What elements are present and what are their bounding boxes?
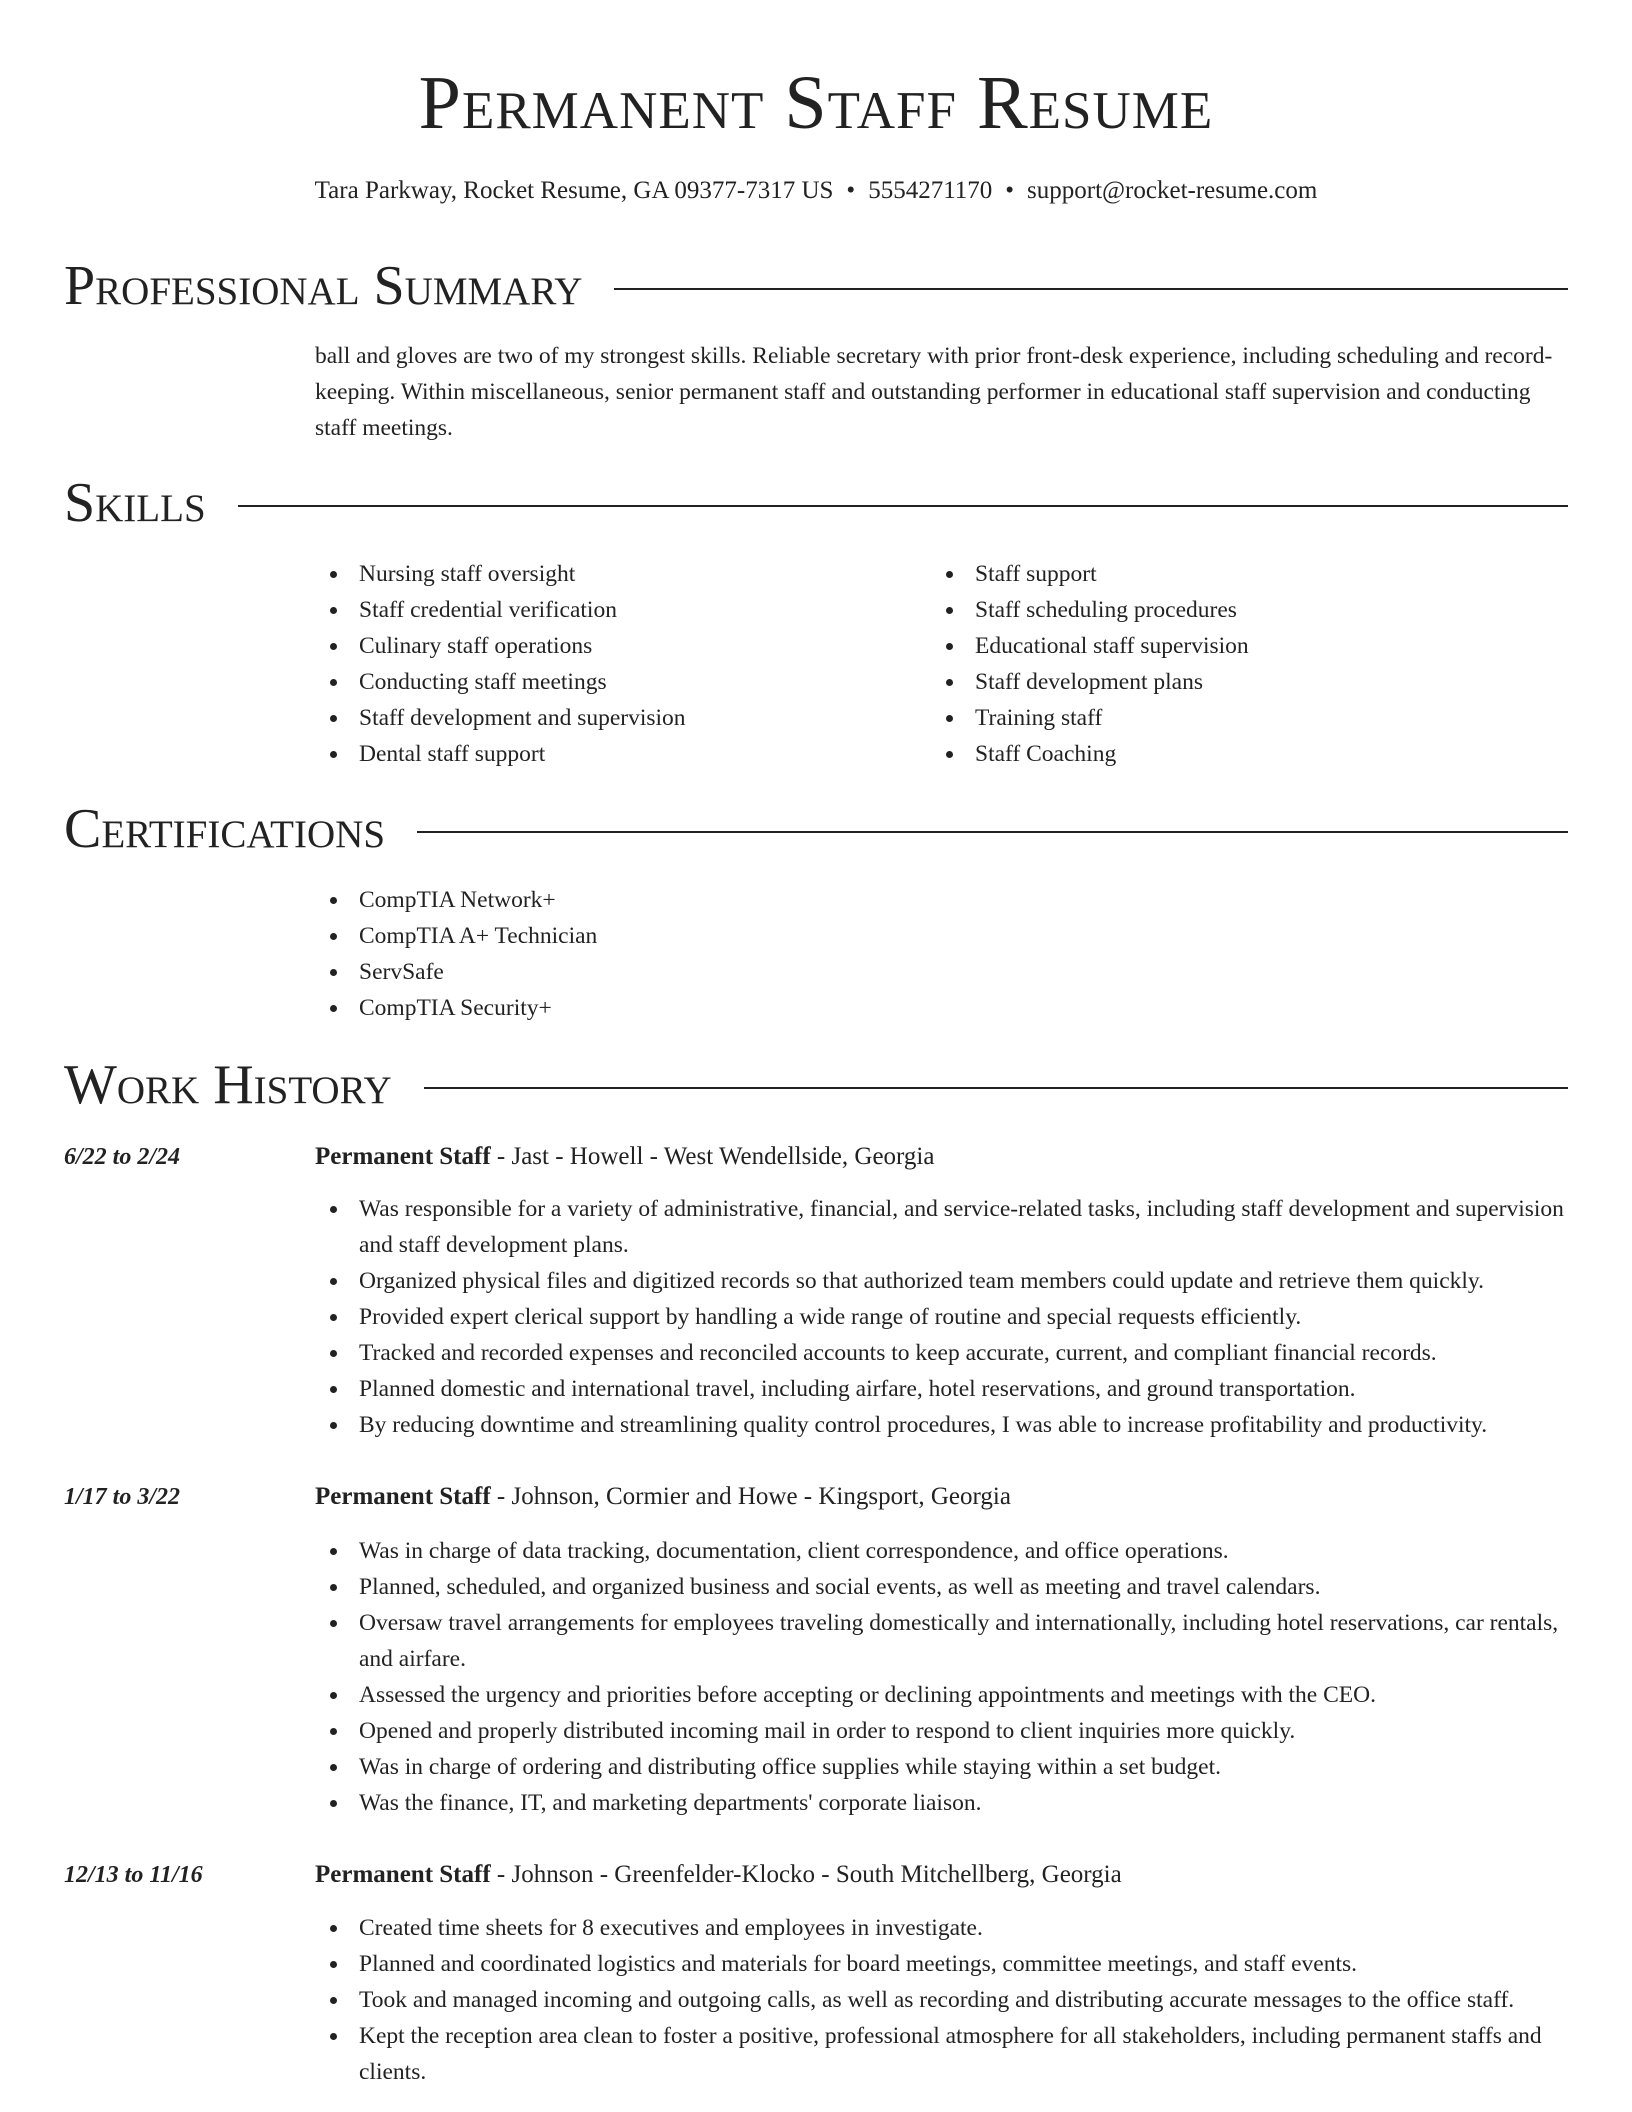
resume-title: Permanent Staff Resume — [418, 61, 1214, 145]
summary-section-header — [64, 254, 1568, 318]
section-divider — [238, 505, 1568, 507]
responsibility-item: Planned domestic and international travel, including airfare, hotel reservations, and ground transportation. — [315, 1371, 1577, 1407]
job-title-line — [315, 1139, 934, 1175]
contact-separator: • — [1005, 177, 1015, 204]
responsibility-item: Took and managed incoming and outgoing calls, as well as recording and distributing accurate messages to the office staff. — [315, 1982, 1577, 2018]
responsibility-item: Assessed the urgency and priorities before accepting or declining appointments and meetings with the CEO. — [315, 1677, 1577, 1713]
skill-item: Nursing staff oversight — [315, 556, 686, 592]
contact-email: support@rocket-resume.com — [1027, 177, 1318, 204]
skills-heading: Skills — [64, 472, 206, 534]
summary-text: ball and gloves are two of my strongest skills. Reliable secretary with prior front-desk experience, including scheduling and record-keeping. Within miscellaneous, senior permanent staff and outstanding performer in educational staff supervision and conducting staff meetings. — [315, 343, 1553, 441]
responsibility-item: Tracked and recorded expenses and reconciled accounts to keep accurate, current, and compliant financial records. — [315, 1335, 1577, 1371]
contact-address: Tara Parkway, Rocket Resume, GA 09377-7317 US — [314, 177, 834, 204]
summary-heading: Professional Summary — [64, 255, 583, 317]
skills-section-header — [64, 471, 1568, 535]
work-history-section-header — [64, 1053, 1568, 1117]
skill-item: Training staff — [931, 700, 1249, 736]
responsibility-item: Planned and coordinated logistics and materials for board meetings, committee meetings, and staff events. — [315, 1946, 1577, 1982]
skill-item: Staff credential verification — [315, 592, 686, 628]
certifications-heading: Certifications — [64, 798, 386, 860]
certification-item: ServSafe — [315, 954, 597, 990]
certifications-list — [315, 882, 597, 1026]
skill-item: Staff scheduling procedures — [931, 592, 1249, 628]
contact-separator: • — [846, 177, 856, 204]
responsibility-item: Created time sheets for 8 executives and employees in investigate. — [315, 1910, 1577, 1946]
section-divider — [424, 1087, 1568, 1089]
contact-line — [0, 174, 1632, 208]
skill-item: Conducting staff meetings — [315, 664, 686, 700]
job-responsibilities — [315, 1910, 1577, 2090]
job-responsibilities — [315, 1533, 1577, 1821]
job-dates: 6/22 to 2/24 — [64, 1144, 181, 1170]
job-employer-location: - Johnson - Greenfelder-Klocko - South Mitchellberg, Georgia — [490, 1861, 1122, 1888]
responsibility-item: Was in charge of ordering and distributing office supplies while staying within a set budget. — [315, 1749, 1577, 1785]
skill-item: Staff development plans — [931, 664, 1249, 700]
contact-phone: 5554271170 — [868, 177, 993, 204]
responsibility-item: By reducing downtime and streamlining quality control procedures, I was able to increase profitability and productivity. — [315, 1407, 1577, 1443]
skill-item: Staff development and supervision — [315, 700, 686, 736]
responsibility-item: Oversaw travel arrangements for employees traveling domestically and internationally, including hotel reservations, car rentals, and airfare. — [315, 1605, 1577, 1677]
skill-item: Staff support — [931, 556, 1249, 592]
work-history-heading: Work History — [64, 1054, 392, 1116]
job-employer-location: - Jast - Howell - West Wendellside, Georgia — [490, 1143, 935, 1170]
responsibility-item: Organized physical files and digitized records so that authorized team members could update and retrieve them quickly. — [315, 1263, 1577, 1299]
job-role: Permanent Staff — [315, 1861, 491, 1888]
responsibility-item: Was in charge of data tracking, documentation, client correspondence, and office operations. — [315, 1533, 1577, 1569]
certifications-section-header — [64, 797, 1568, 861]
skill-item: Educational staff supervision — [931, 628, 1249, 664]
certification-item: CompTIA Security+ — [315, 990, 597, 1026]
job-responsibilities — [315, 1191, 1577, 1443]
certification-item: CompTIA Network+ — [315, 882, 597, 918]
responsibility-item: Was responsible for a variety of administrative, financial, and service-related tasks, including staff development and supervision and staff development plans. — [315, 1191, 1577, 1263]
job-title-line — [315, 1857, 1122, 1893]
certification-item: CompTIA A+ Technician — [315, 918, 597, 954]
job-title-line — [315, 1479, 1011, 1515]
job-role: Permanent Staff — [315, 1483, 491, 1510]
responsibility-item: Planned, scheduled, and organized business and social events, as well as meeting and travel calendars. — [315, 1569, 1577, 1605]
responsibility-item: Was the finance, IT, and marketing departments' corporate liaison. — [315, 1785, 1577, 1821]
job-dates: 1/17 to 3/22 — [64, 1484, 181, 1510]
responsibility-item: Opened and properly distributed incoming mail in order to respond to client inquiries more quickly. — [315, 1713, 1577, 1749]
job-dates: 12/13 to 11/16 — [64, 1862, 203, 1888]
skill-item: Culinary staff operations — [315, 628, 686, 664]
skill-item: Staff Coaching — [931, 736, 1249, 772]
job-employer-location: - Johnson, Cormier and Howe - Kingsport, Georgia — [490, 1483, 1011, 1510]
skills-list-right — [931, 556, 1249, 772]
responsibility-item: Kept the reception area clean to foster a positive, professional atmosphere for all stakeholders, including permanent staffs and clients. — [315, 2018, 1577, 2090]
skills-list-left — [315, 556, 686, 772]
section-divider — [614, 288, 1568, 290]
job-role: Permanent Staff — [315, 1143, 491, 1170]
skill-item: Dental staff support — [315, 736, 686, 772]
section-divider — [417, 831, 1568, 833]
responsibility-item: Provided expert clerical support by handling a wide range of routine and special requests efficiently. — [315, 1299, 1577, 1335]
